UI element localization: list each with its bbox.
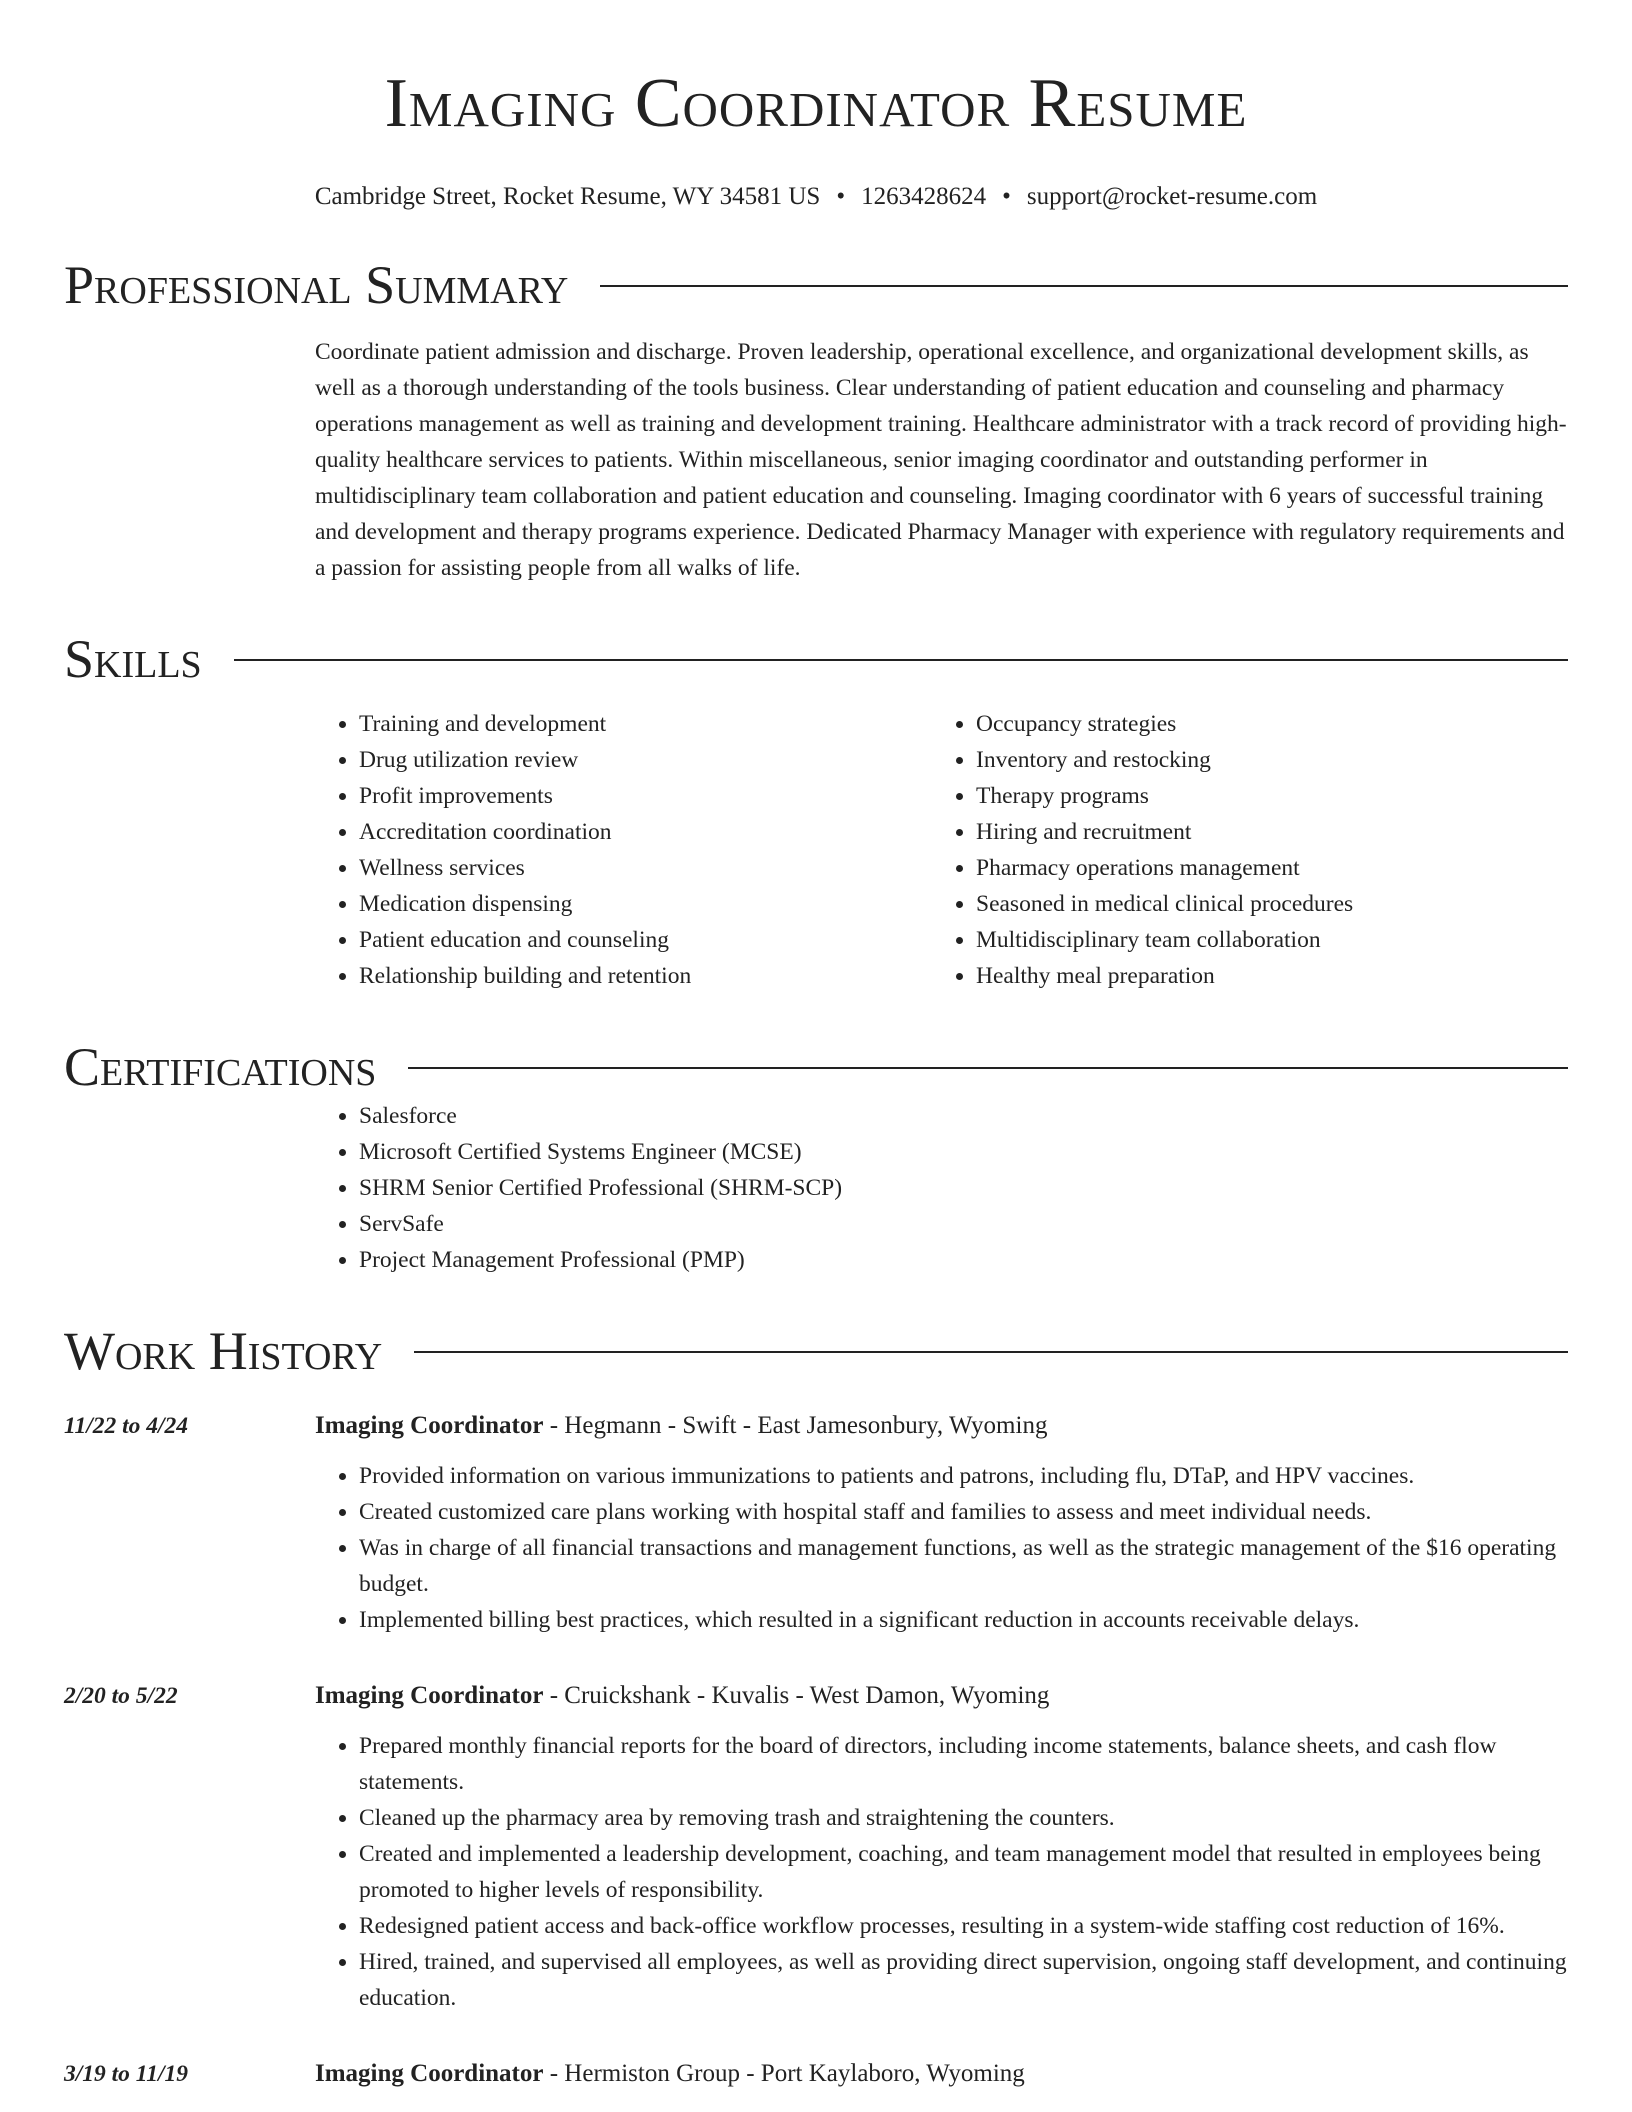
summary-text: Coordinate patient admission and discharge. Proven leadership, operational excellence, and organizational development skills, as well as a thorough understanding of the tools business. Clear understanding of patient education and counseling and pharmacy operations management as well as training and development training. Healthcare administrator with a track record of providing high-quality healthcare services to patients. Within miscellaneous, senior imaging coordinator and outstanding performer in multidisciplinary team collaboration and patient education and counseling. Imaging coordinator with 6 years of successful training and development and therapy programs experience. Dedicated Pharmacy Manager with experience with regulatory requirements and a passion for assisting people from all walks of life.	[315, 339, 1567, 581]
job-entry	[64, 1678, 1568, 2016]
job-detail	[315, 2056, 1568, 2092]
contact-address: Cambridge Street, Rocket Resume, WY 34581 US	[314, 183, 821, 210]
job-dates: 3/19 to 11/19	[64, 2061, 189, 2087]
skill-item: • Drug utilization review	[359, 742, 932, 778]
skill-item: • Healthy meal preparation	[976, 958, 1549, 994]
skills-grid	[315, 706, 1568, 994]
skills-heading: Skills	[64, 629, 202, 689]
certifications-section	[315, 1098, 1568, 1278]
job-entry	[64, 1408, 1568, 1638]
skill-item: • Training and development	[359, 706, 932, 742]
section-divider	[600, 285, 1568, 287]
job-detail	[315, 1678, 1568, 2016]
contact-email[interactable]: support@rocket-resume.com	[1026, 183, 1318, 210]
skill-item: • Therapy programs	[976, 778, 1549, 814]
certifications-list	[315, 1098, 1568, 1278]
skill-item: • Inventory and restocking	[976, 742, 1549, 778]
certifications-heading: Certifications	[64, 1037, 377, 1097]
job-title: Imaging Coordinator	[315, 1412, 544, 1439]
contact-phone: 1263428624	[861, 183, 987, 210]
job-bullet: • Prepared monthly financial reports for the board of directors, including income statements, balance sheets, and cash flow statements.	[359, 1728, 1568, 1800]
section-divider	[408, 1067, 1568, 1069]
contact-separator: •	[836, 183, 846, 210]
job-title: Imaging Coordinator	[315, 2060, 544, 2087]
skill-item: • Relationship building and retention	[359, 958, 932, 994]
skill-item: • Patient education and counseling	[359, 922, 932, 958]
job-bullet: • Cleaned up the pharmacy area by removing trash and straightening the counters.	[359, 1800, 1568, 1836]
skill-item: • Hiring and recruitment	[976, 814, 1549, 850]
skill-item: • Wellness services	[359, 850, 932, 886]
skill-item: • Medication dispensing	[359, 886, 932, 922]
job-bullet: • Created customized care plans working with hospital staff and families to assess and meet individual needs.	[359, 1494, 1568, 1530]
certification-item: • Microsoft Certified Systems Engineer (MCSE)	[359, 1134, 1568, 1170]
skills-list-left	[315, 706, 932, 994]
work-heading: Work History	[64, 1321, 383, 1381]
contact-line	[64, 182, 1568, 212]
job-heading	[315, 2056, 1568, 2092]
job-dates: 2/20 to 5/22	[64, 1683, 178, 1709]
job-bullet: • Provided information on various immunizations to patients and patrons, including flu, DTaP, and HPV vaccines.	[359, 1458, 1568, 1494]
job-employer: - Cruickshank - Kuvalis - West Damon, Wyoming	[543, 1682, 1050, 1709]
skill-item: • Pharmacy operations management	[976, 850, 1549, 886]
section-divider	[234, 659, 1568, 661]
summary-section-header	[64, 254, 1568, 316]
work-section-header	[64, 1320, 1568, 1382]
work-history-list	[64, 1408, 1568, 2092]
skill-item: • Accreditation coordination	[359, 814, 932, 850]
resume-title: Imaging Coordinator Resume	[384, 65, 1248, 142]
summary-section	[315, 334, 1568, 586]
skill-item: • Seasoned in medical clinical procedures	[976, 886, 1549, 922]
job-bullet: • Hired, trained, and supervised all employees, as well as providing direct supervision, ongoing staff development, and continuing education.	[359, 1944, 1568, 2016]
job-dates: 11/22 to 4/24	[64, 1413, 189, 1439]
certifications-section-header	[64, 1036, 1568, 1098]
job-bullet: • Redesigned patient access and back-office workflow processes, resulting in a system-wide staffing cost reduction of 16%.	[359, 1908, 1568, 1944]
skill-item: • Multidisciplinary team collaboration	[976, 922, 1549, 958]
job-spacer	[64, 1638, 1568, 1654]
job-heading	[315, 1678, 1568, 1714]
job-bullets	[315, 1458, 1568, 1638]
job-spacer	[64, 2016, 1568, 2032]
job-title: Imaging Coordinator	[315, 1682, 544, 1709]
skill-item: • Profit improvements	[359, 778, 932, 814]
job-employer: - Hegmann - Swift - East Jamesonbury, Wyoming	[543, 1412, 1048, 1439]
job-bullets	[315, 1728, 1568, 2016]
job-bullet: • Created and implemented a leadership development, coaching, and team management model that resulted in employees being promoted to higher levels of responsibility.	[359, 1836, 1568, 1908]
certification-item: • SHRM Senior Certified Professional (SHRM-SCP)	[359, 1170, 1568, 1206]
skills-column-right	[932, 706, 1549, 994]
certification-item: • Project Management Professional (PMP)	[359, 1242, 1568, 1278]
job-entry	[64, 2056, 1568, 2092]
contact-separator: •	[1002, 183, 1011, 210]
job-employer: - Hermiston Group - Port Kaylaboro, Wyoming	[543, 2060, 1025, 2087]
job-detail	[315, 1408, 1568, 1638]
section-divider	[414, 1351, 1568, 1353]
summary-heading: Professional Summary	[64, 255, 569, 315]
skill-item: • Occupancy strategies	[976, 706, 1549, 742]
skills-section-header	[64, 628, 1568, 690]
job-heading	[315, 1408, 1568, 1444]
job-bullet: • Implemented billing best practices, which resulted in a significant reduction in accounts receivable delays.	[359, 1602, 1568, 1638]
certification-item: • ServSafe	[359, 1206, 1568, 1242]
skills-section	[315, 706, 1568, 994]
skills-column-left	[315, 706, 932, 994]
job-bullet: • Was in charge of all financial transactions and management functions, as well as the strategic management of the $16 operating budget.	[359, 1530, 1568, 1602]
skills-list-right	[932, 706, 1549, 994]
certification-item: • Salesforce	[359, 1098, 1568, 1134]
